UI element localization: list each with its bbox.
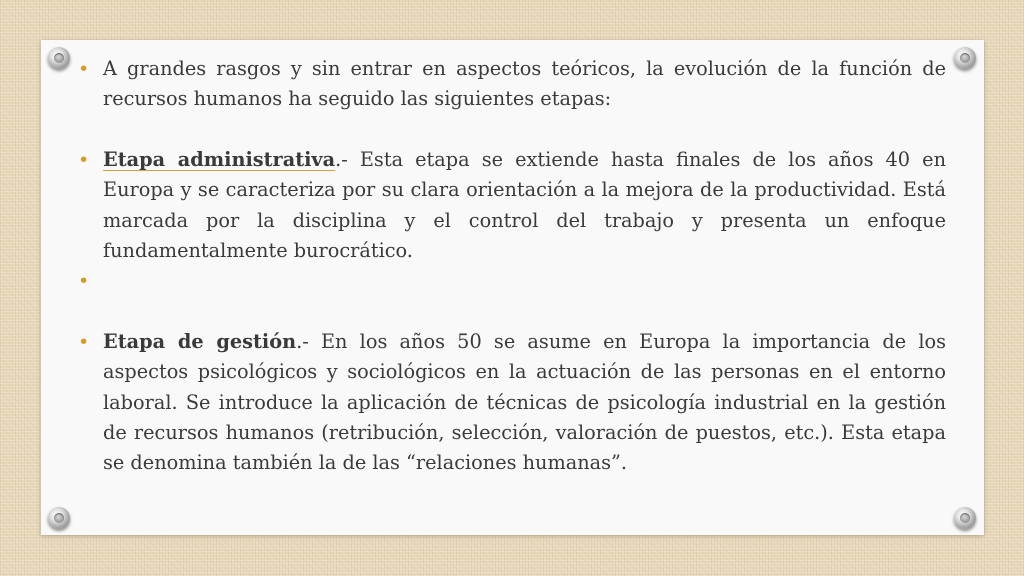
slide-body — [78, 54, 946, 479]
pushpin-icon — [954, 507, 976, 529]
pushpin-icon — [48, 47, 70, 69]
bullet-icon: • — [78, 270, 90, 293]
bullet-icon: • — [78, 148, 90, 171]
bullet-intro — [78, 54, 946, 115]
term-etapa-administrativa: Etapa administrativa — [103, 147, 336, 171]
bullet-icon: • — [78, 330, 90, 353]
bullet-etapa-administrativa — [78, 145, 946, 267]
etapa-de-gestion-description: .- En los años 50 se asume en Europa la importancia de los aspectos psicológicos y sociológicos en la actuación de las personas en el entorno laboral. Se introduce la aplicación de técnicas de psicología industrial en la gestión de recursos humanos (retribución, selección, valoración de puestos, etc.). Esta etapa se denomina también la de las “relaciones humanas”. — [103, 329, 946, 475]
pushpin-icon — [48, 507, 70, 529]
bullet-etapa-de-gestion — [78, 327, 946, 479]
pushpin-icon — [954, 47, 976, 69]
bullet-icon: • — [78, 58, 90, 80]
etapa-administrativa-description: .- Esta etapa se extiende hasta finales de los años 40 en Europa y se caracteriza por su clara orientación a la mejora de la productividad. Está marcada por la disciplina y el control del trabajo y presenta un enfoque fundamentalmente burocrático. — [103, 147, 946, 263]
bullet-empty — [78, 266, 946, 296]
term-etapa-de-gestion: Etapa de gestión — [103, 329, 297, 353]
bullet-intro-text: A grandes rasgos y sin entrar en aspectos teóricos, la evolución de la función de recursos humanos ha seguido las siguientes etapas: — [103, 57, 946, 111]
